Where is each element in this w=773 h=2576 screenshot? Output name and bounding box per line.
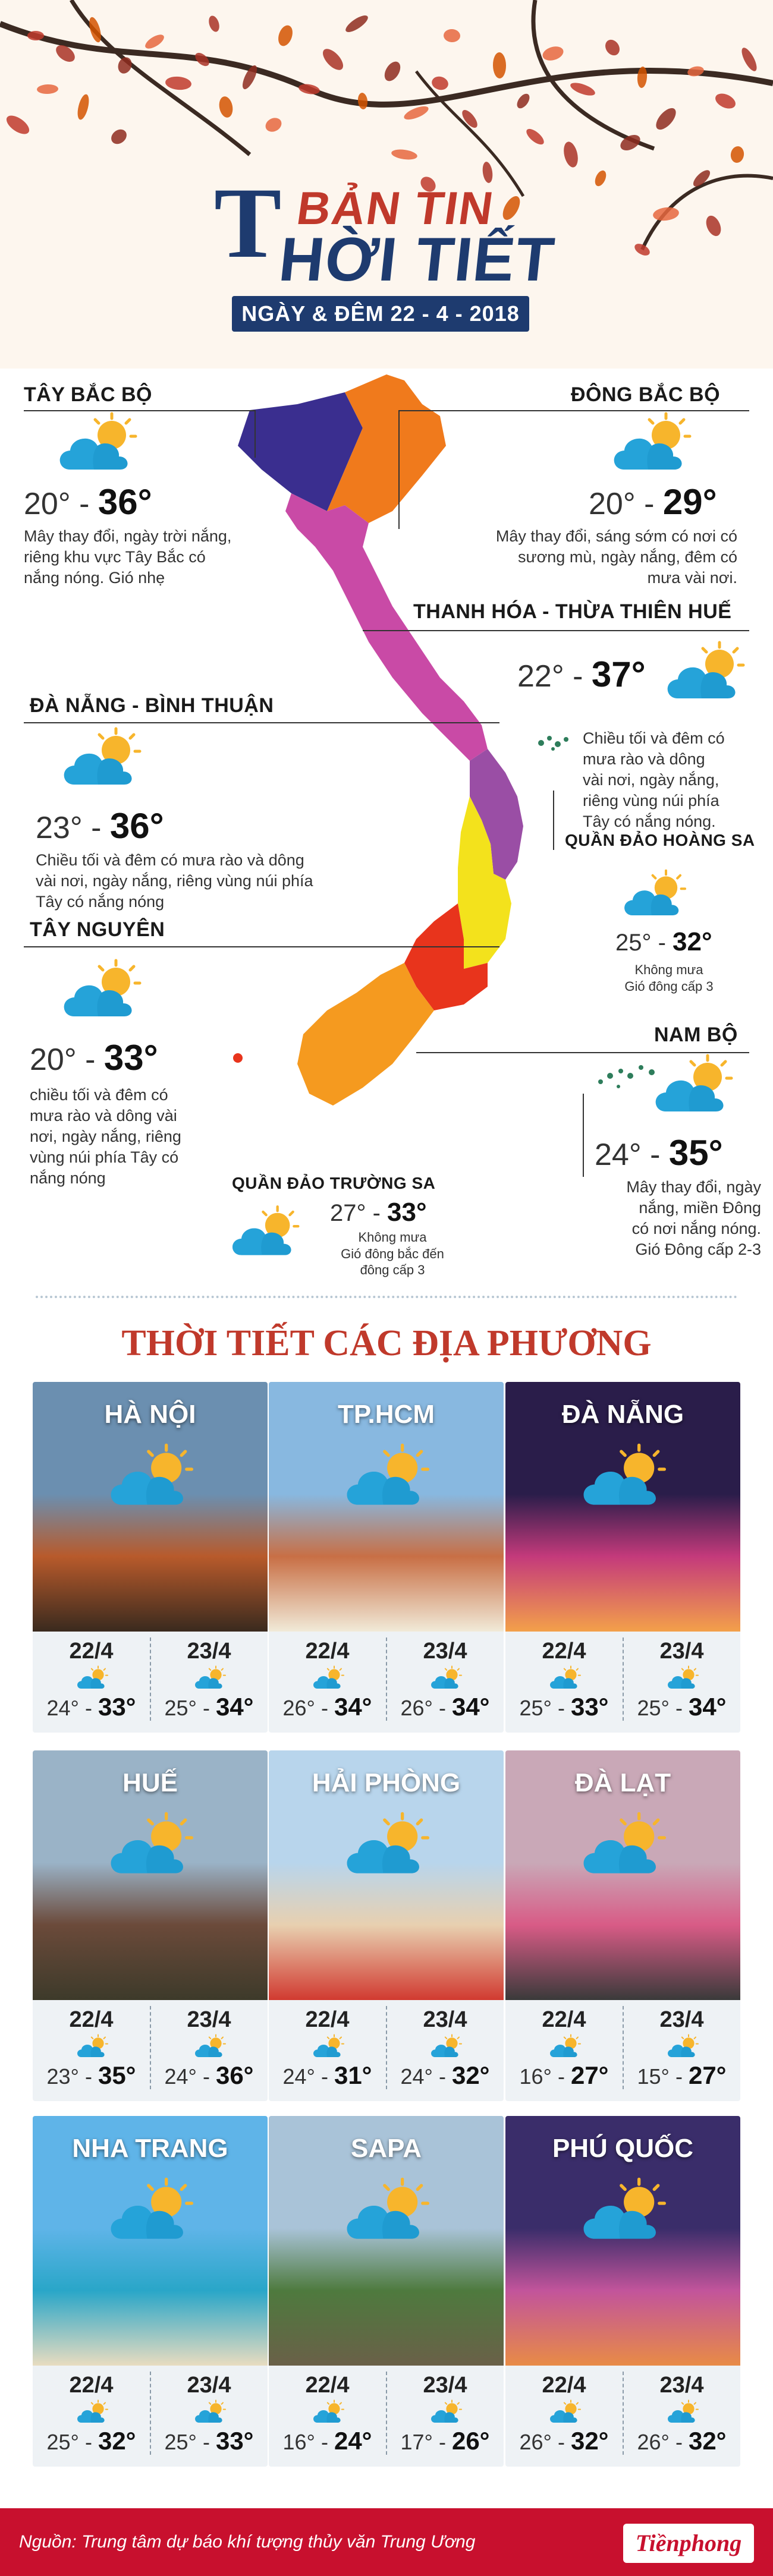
day-temp: 26° - 34° — [282, 1693, 372, 1721]
date-ribbon: NGÀY & ĐÊM 22 - 4 - 2018 — [232, 296, 529, 332]
temp-low: 26° — [637, 2430, 670, 2454]
day-temp: 25° - 33° — [519, 1693, 609, 1721]
leaf-decoration — [263, 115, 284, 134]
temp-low: 25° — [519, 1696, 552, 1720]
leaf-decoration — [499, 193, 524, 222]
region-temp-tay-nguyen: 20° - 33° — [30, 1038, 158, 1078]
day-temp: 17° - 26° — [400, 2427, 490, 2455]
day-date: 23/4 — [187, 1639, 231, 1664]
region-desc-tay-bac: Mây thay đổi, ngày trời nắng, riêng khu vực Tây Bắc có nắng nóng. Gió nhẹ — [24, 527, 232, 587]
cloud-sun-icon — [103, 2175, 198, 2251]
cloud-sun-icon — [339, 1441, 434, 1517]
cloud-sun-icon — [192, 2033, 228, 2062]
region-desc-nam-bo: Mây thay đổi, ngày nắng, miền Đông có nơi nắng nóng. Gió Đông cấp 2-3 — [626, 1178, 761, 1259]
region-desc-tay-nguyen: chiều tối và đêm có mưa rào và dông vài nơi, ngày nắng, riêng vùng núi phía Tây có nắng nóng — [30, 1086, 181, 1188]
map-region-south — [297, 963, 434, 1106]
leaf-decoration — [319, 45, 347, 73]
day-date: 23/4 — [187, 2007, 231, 2032]
day-date: 22/4 — [305, 1639, 350, 1664]
day-forecast — [623, 1639, 740, 1721]
leaf-decoration — [165, 75, 192, 91]
day-temp: 16° - 24° — [282, 2427, 372, 2455]
temp-high: 32° — [98, 2427, 136, 2455]
leader-line-dong-bac-drop — [398, 410, 400, 529]
city-card — [269, 1382, 504, 1733]
temp-high: 33° — [570, 1693, 609, 1721]
day-temp: 16° - 27° — [519, 2061, 609, 2089]
temp-low: 25° — [164, 2430, 197, 2454]
leader-line-tay-bac-drop — [254, 410, 256, 458]
cloud-sun-icon — [665, 2033, 700, 2062]
cloud-sun-icon — [428, 1665, 464, 1693]
city-name: HẢI PHÒNG — [312, 1768, 461, 1797]
region-title-truong-sa: QUẦN ĐẢO TRƯỜNG SA — [232, 1174, 436, 1192]
day-temp: 15° - 27° — [637, 2061, 727, 2089]
region-temp-tay-bac: 20° - 36° — [24, 482, 152, 522]
region-desc-hoang-sa: Không mưa Gió đông cấp 3 — [624, 962, 714, 994]
day-date: 22/4 — [542, 1639, 586, 1664]
hoang-sa-islands — [535, 731, 577, 755]
temp-low: 16° — [282, 2430, 315, 2454]
region-temp-da-nang: 23° - 36° — [36, 806, 164, 846]
leaf-decoration — [602, 37, 623, 58]
region-desc-da-nang: Chiều tối và đêm có mưa rào và dông vài nơi, ngày nắng, riêng vùng núi phía Tây có nắng nóng — [36, 851, 313, 911]
city-name: HÀ NỘI — [104, 1400, 196, 1429]
cloud-sun-icon — [310, 2033, 346, 2062]
cloud-sun-icon — [192, 2399, 228, 2427]
day-date: 23/4 — [659, 1639, 704, 1664]
day-temp: 23° - 35° — [46, 2061, 136, 2089]
cloud-sun-icon — [310, 1665, 346, 1693]
cloud-sun-icon — [660, 639, 749, 710]
day-date: 22/4 — [305, 2007, 350, 2032]
temp-high: 26° — [451, 2427, 490, 2455]
leaf-decoration — [443, 29, 460, 42]
day-date: 22/4 — [69, 1639, 114, 1664]
city-name: HUẾ — [122, 1768, 178, 1797]
footer-source: Nguồn: Trung tâm dự báo khí tượng thủy văn Trung Ương — [19, 2532, 476, 2552]
day-date: 23/4 — [187, 2373, 231, 2398]
title-thoi-tiet: HỜI TIẾT — [275, 225, 559, 294]
temp-high: 36° — [215, 2061, 254, 2089]
leaf-decoration — [460, 108, 480, 130]
cloud-sun-icon — [74, 2399, 110, 2427]
region-title-thanh-hoa: THANH HÓA - THỪA THIÊN HUẾ — [413, 600, 732, 623]
cloud-sun-icon — [547, 1665, 583, 1693]
temp-high: 32° — [688, 2427, 727, 2455]
temp-low: 24° — [400, 2064, 433, 2089]
leaf-decoration — [27, 31, 44, 40]
temp-high: 33° — [215, 2427, 254, 2455]
temp-low: 25° — [164, 1696, 197, 1720]
city-name: TP.HCM — [338, 1400, 435, 1429]
temp-high: 34° — [215, 1693, 254, 1721]
day-temp: 25° - 32° — [46, 2427, 136, 2455]
day-temp: 26° - 32° — [637, 2427, 727, 2455]
day-forecast — [33, 2373, 150, 2455]
region-title-da-nang: ĐÀ NẴNG - BÌNH THUẬN — [30, 694, 274, 717]
temp-high: 31° — [334, 2061, 372, 2089]
city-name: ĐÀ NẴNG — [561, 1400, 684, 1429]
temp-low: 25° — [46, 2430, 79, 2454]
day-forecast — [33, 2007, 150, 2090]
temp-low: 23° — [46, 2064, 79, 2089]
city-card — [33, 1382, 268, 1733]
leaf-decoration — [593, 169, 608, 188]
city-name: NHA TRANG — [72, 2134, 228, 2163]
leader-line-truong-sa — [583, 1094, 584, 1177]
day-forecast — [386, 2007, 504, 2090]
cloud-sun-icon — [103, 1441, 198, 1517]
day-forecast — [386, 2373, 504, 2455]
day-forecast — [269, 2373, 386, 2455]
day-forecast — [33, 1639, 150, 1721]
cloud-sun-icon — [665, 1665, 700, 1693]
temp-high: 32° — [451, 2061, 490, 2089]
leaf-decoration — [482, 161, 494, 184]
temp-low: 25° — [637, 1696, 670, 1720]
leaf-decoration — [652, 105, 679, 133]
day-date: 22/4 — [542, 2007, 586, 2032]
city-card — [269, 2116, 504, 2467]
day-date: 23/4 — [659, 2007, 704, 2032]
city-card — [505, 1382, 740, 1733]
cloud-sun-icon — [576, 1810, 671, 1886]
day-forecast — [623, 2007, 740, 2090]
day-forecast — [505, 1639, 623, 1721]
region-title-tay-bac: TÂY BẮC BỘ — [24, 383, 152, 406]
cloud-sun-icon — [576, 2175, 671, 2251]
day-forecast — [505, 2007, 623, 2090]
leaf-decoration — [207, 14, 221, 33]
region-temp-nam-bo: 24° - 35° — [595, 1133, 723, 1173]
city-card — [505, 1750, 740, 2101]
temp-high: 27° — [570, 2061, 609, 2089]
map-region-north-central — [285, 493, 488, 761]
leaf-decoration — [357, 92, 369, 110]
cloud-sun-icon — [607, 410, 696, 481]
temp-low: 26° — [400, 1696, 433, 1720]
day-temp: 25° - 34° — [637, 1693, 727, 1721]
leader-line-hoang-sa — [553, 791, 554, 850]
day-temp: 24° - 31° — [282, 2061, 372, 2089]
cloud-sun-icon — [339, 2175, 434, 2251]
cloud-sun-icon — [74, 2033, 110, 2062]
day-forecast — [150, 2007, 268, 2090]
cloud-sun-icon — [192, 1665, 228, 1693]
cloud-sun-icon — [52, 410, 142, 481]
section-divider — [36, 1296, 737, 1300]
city-card — [33, 1750, 268, 2101]
region-temp-thanh-hoa: 22° - 37° — [517, 654, 646, 694]
leaf-decoration — [713, 90, 738, 111]
temp-low: 20° — [24, 487, 71, 521]
day-temp: 24° - 33° — [46, 1693, 136, 1721]
temp-low: 16° — [519, 2064, 552, 2089]
leaf-decoration — [116, 55, 134, 75]
temp-low: 24° — [164, 2064, 197, 2089]
cloud-sun-icon — [339, 1810, 434, 1886]
temp-high: 35° — [98, 2061, 136, 2089]
day-date: 22/4 — [305, 2373, 350, 2398]
cloud-sun-icon — [618, 868, 690, 925]
leaf-decoration — [343, 12, 370, 35]
day-temp: 25° - 33° — [164, 2427, 254, 2455]
day-temp: 26° - 32° — [519, 2427, 609, 2455]
leaf-decoration — [561, 140, 580, 169]
day-forecast — [269, 2007, 386, 2090]
leaf-decoration — [493, 52, 507, 78]
leaf-decoration — [739, 46, 760, 73]
leaf-decoration — [108, 127, 130, 147]
leaf-decoration — [431, 75, 450, 92]
leaf-decoration — [76, 93, 91, 121]
day-forecast — [623, 2373, 740, 2455]
temp-low: 24° — [46, 1696, 79, 1720]
leaf-decoration — [391, 148, 418, 161]
leaf-decoration — [730, 145, 745, 163]
temp-high: 34° — [334, 1693, 372, 1721]
region-temp-dong-bac: 20° - 29° — [589, 482, 717, 522]
day-temp: 24° - 36° — [164, 2061, 254, 2089]
cloud-sun-icon — [103, 1810, 198, 1886]
day-date: 23/4 — [423, 1639, 467, 1664]
region-temp-truong-sa: 27° - 33° — [330, 1198, 427, 1227]
temp-low: 17° — [400, 2430, 433, 2454]
temp-low: 24° — [282, 2064, 315, 2089]
day-date: 23/4 — [423, 2007, 467, 2032]
leaf-decoration — [37, 84, 59, 94]
leaf-decoration — [633, 241, 652, 258]
vietnam-map — [226, 369, 559, 1153]
day-forecast — [150, 1639, 268, 1721]
cloud-sun-icon — [547, 2033, 583, 2062]
day-date: 23/4 — [659, 2373, 704, 2398]
temp-low: 26° — [282, 1696, 315, 1720]
city-card — [505, 2116, 740, 2467]
day-date: 23/4 — [423, 2373, 467, 2398]
region-desc-dong-bac: Mây thay đổi, sáng sớm có nơi có sương mù, ngày nắng, đêm có mưa vài nơi. — [495, 527, 737, 587]
leaf-decoration — [381, 59, 403, 84]
region-temp-hoang-sa: 25° - 32° — [615, 927, 712, 956]
tienphong-logo: Tiềnphong — [623, 2524, 754, 2563]
city-name: PHÚ QUỐC — [552, 2134, 694, 2163]
city-name: ĐÀ LẠT — [574, 1768, 671, 1797]
temp-high: 24° — [334, 2427, 372, 2455]
title-ban-tin: BẢN TIN — [293, 182, 498, 234]
cloud-sun-icon — [226, 1204, 303, 1265]
temp-high: 34° — [451, 1693, 490, 1721]
day-date: 22/4 — [542, 2373, 586, 2398]
day-temp: 25° - 34° — [164, 1693, 254, 1721]
leader-line-dong-bac — [398, 410, 749, 411]
leaf-decoration — [524, 126, 546, 147]
temp-low: 26° — [519, 2430, 552, 2454]
leaf-decoration — [652, 206, 680, 222]
day-forecast — [386, 1639, 504, 1721]
leaf-decoration — [703, 213, 724, 238]
temp-high: 34° — [688, 1693, 727, 1721]
leaf-decoration — [569, 80, 597, 98]
temp-high: 27° — [688, 2061, 727, 2089]
leaf-decoration — [276, 23, 296, 48]
region-title-hoang-sa: QUẦN ĐẢO HOÀNG SA — [565, 831, 755, 849]
city-card — [269, 1750, 504, 2101]
leader-line-thanh-hoa — [363, 630, 749, 631]
temp-high: 32° — [570, 2427, 609, 2455]
day-temp: 24° - 32° — [400, 2061, 490, 2089]
leaf-decoration — [143, 32, 166, 52]
leader-line-tay-nguyen — [24, 946, 499, 947]
cloud-sun-icon — [310, 2399, 346, 2427]
cloud-sun-icon — [665, 2399, 700, 2427]
region-desc-thanh-hoa: Chiều tối và đêm có mưa rào và dông vài nơi, ngày nắng, riêng vùng núi phía Tây có nắng nóng. — [583, 729, 725, 831]
cloud-sun-icon — [56, 957, 146, 1028]
cloud-sun-icon — [428, 2033, 464, 2062]
city-name: SAPA — [351, 2134, 422, 2163]
day-forecast — [150, 2373, 268, 2455]
day-date: 22/4 — [69, 2373, 114, 2398]
cities-section-title: THỜI TIẾT CÁC ĐỊA PHƯƠNG — [121, 1323, 652, 1363]
leaf-decoration — [514, 92, 532, 111]
temp-high: 36° — [98, 482, 152, 522]
day-forecast — [505, 2373, 623, 2455]
cloud-sun-icon — [547, 2399, 583, 2427]
cloud-sun-icon — [56, 725, 146, 796]
day-date: 22/4 — [69, 2007, 114, 2032]
leaf-decoration — [4, 112, 33, 137]
day-temp: 26° - 34° — [400, 1693, 490, 1721]
temp-high: 33° — [98, 1693, 136, 1721]
cloud-sun-icon — [428, 2399, 464, 2427]
leaf-decoration — [218, 95, 234, 119]
cloud-sun-icon — [648, 1052, 737, 1123]
cloud-sun-icon — [576, 1441, 671, 1517]
title-letter-t: T — [214, 167, 282, 279]
day-forecast — [269, 1639, 386, 1721]
city-card — [33, 2116, 268, 2467]
leaf-decoration — [541, 44, 565, 63]
temp-low: 15° — [637, 2064, 670, 2089]
cloud-sun-icon — [74, 1665, 110, 1693]
region-desc-truong-sa: Không mưa Gió đông bắc đến đông cấp 3 — [341, 1230, 444, 1277]
region-title-tay-nguyen: TÂY NGUYÊN — [30, 918, 165, 941]
region-title-nam-bo: NAM BỘ — [654, 1024, 738, 1046]
region-title-dong-bac: ĐÔNG BẮC BỘ — [571, 383, 721, 406]
leader-line-da-nang — [24, 722, 499, 723]
